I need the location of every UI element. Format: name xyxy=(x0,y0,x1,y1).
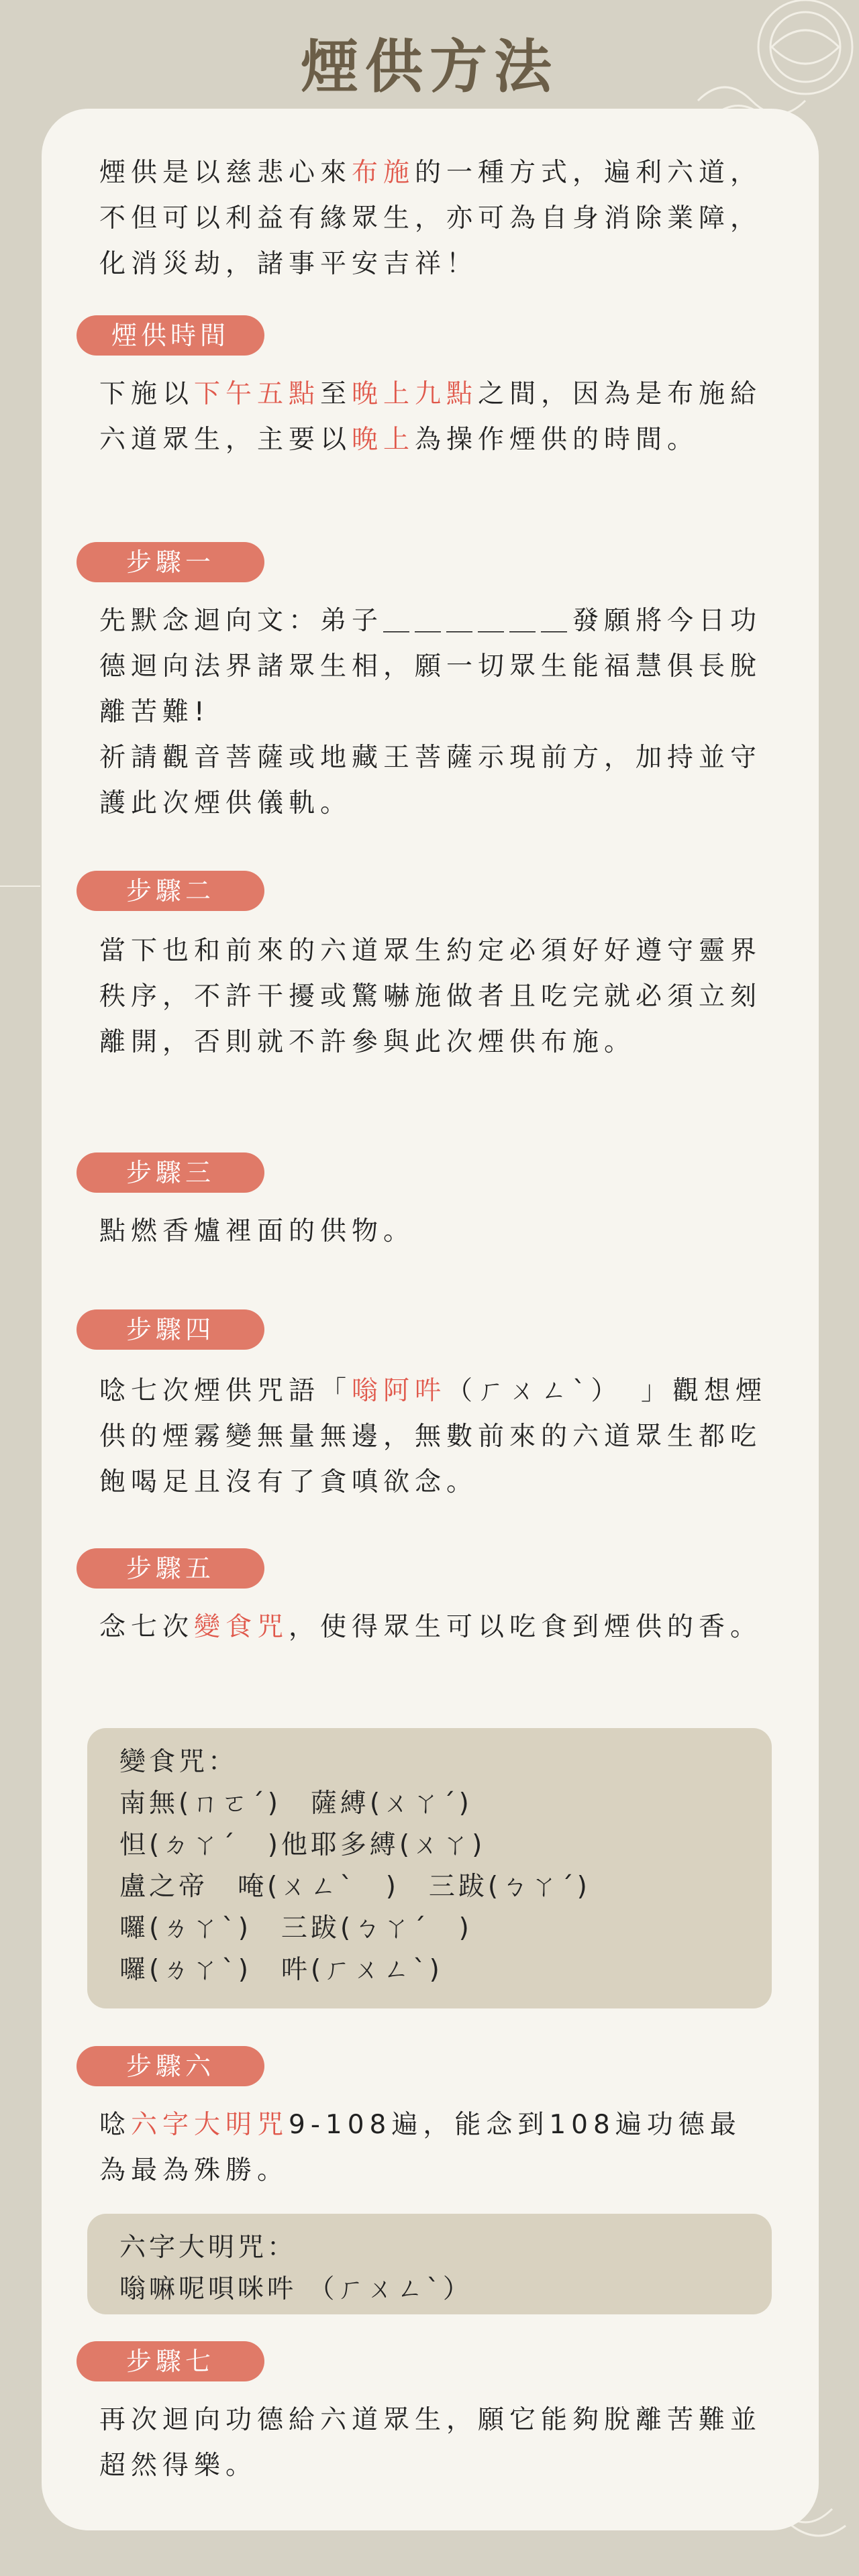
content-card xyxy=(42,109,819,2530)
mantra-title: 六字大明咒： xyxy=(119,2233,297,2263)
step1-text: 祈請觀音菩薩或地藏王菩薩示現前方，加持並守護此次煙供儀軌。 xyxy=(99,743,762,818)
badge-step7: 步驟七 xyxy=(77,2341,264,2381)
step3-text: 點燃香爐裡面的供物。 xyxy=(99,1216,415,1246)
page-title: 煙供方法 xyxy=(301,33,558,101)
badge-step2: 步驟二 xyxy=(77,871,264,911)
intro-highlight: 布施 xyxy=(352,158,415,188)
time-highlight: 晚上 xyxy=(352,425,415,455)
time-highlight: 晚上九點 xyxy=(352,379,478,409)
badge-step1: 步驟一 xyxy=(77,542,264,582)
section-step1-text xyxy=(99,598,770,826)
step6-highlight: 六字大明咒 xyxy=(131,2110,289,2140)
mantra-box-bianshi xyxy=(87,1728,772,2008)
step5-text: ，使得眾生可以吃食到煙供的香。 xyxy=(289,1612,762,1642)
section-time-text xyxy=(99,372,770,463)
time-text: 至 xyxy=(320,379,352,409)
step2-text: 當下也和前來的六道眾生約定必須好好遵守靈界秩序，不許干擾或驚嚇施做者且吃完就必須立刻離開，否則就不許參與此次煙供布施。 xyxy=(99,936,762,1057)
intro-text: 的一種方式，遍利六道，不但可以利益有緣眾生，亦可為自身消除業障，化消災劫，諸事平安吉祥！ xyxy=(99,158,762,279)
mantra-line: 嗡嘛呢唄咪吽 （ㄏㄨㄥˋ） xyxy=(119,2274,472,2304)
section-step4-text xyxy=(99,1368,770,1505)
intro-paragraph xyxy=(99,150,770,287)
mantra-line: 盧之帝 唵(ㄨㄥˋ ) 三跋(ㄅㄚˊ) xyxy=(119,1872,591,1902)
step4-text: （ㄏㄨㄥˋ） 」觀想煙供的煙霧變無量無邊，無數前來的六道眾生都吃飽喝足且沒有了貪嗔欲念。 xyxy=(99,1376,768,1497)
mantra-line: 囉(ㄌㄚˋ) 吽(ㄏㄨㄥˋ) xyxy=(119,1955,443,1985)
mantra-line: 南無(ㄇㄛˊ) 薩縛(ㄨㄚˊ) xyxy=(119,1788,472,1819)
time-highlight: 下午五點 xyxy=(194,379,321,409)
badge-time: 煙供時間 xyxy=(77,315,264,356)
mantra-box-sixsyllable xyxy=(87,2214,772,2314)
badge-step4: 步驟四 xyxy=(77,1309,264,1350)
mantra-title: 變食咒： xyxy=(119,1747,238,1777)
badge-step6: 步驟六 xyxy=(77,2046,264,2086)
section-step7-text xyxy=(99,2398,770,2489)
step4-highlight: 嗡阿吽 xyxy=(352,1376,447,1406)
section-step6-text xyxy=(99,2102,770,2194)
time-text: 為操作煙供的時間。 xyxy=(415,425,699,455)
intro-text: 煙供是以慈悲心來 xyxy=(99,158,352,188)
mantra-line: 囉(ㄌㄚˋ) 三跋(ㄅㄚˊ ) xyxy=(119,1913,472,1943)
badge-step5: 步驟五 xyxy=(77,1548,264,1589)
step5-text: 念七次 xyxy=(99,1612,195,1642)
step6-text: 唸 xyxy=(99,2110,132,2140)
step4-text: 唸七次煙供咒語「 xyxy=(99,1376,352,1406)
time-text: 下施以 xyxy=(99,379,195,409)
step1-text: 先默念迴向文：弟子＿＿＿＿＿＿發願將今日功德迴向法界諸眾生相，願一切眾生能福慧俱長脫離苦難! xyxy=(99,606,762,727)
step5-highlight: 變食咒 xyxy=(194,1612,289,1642)
side-divider xyxy=(0,885,40,887)
section-step2-text xyxy=(99,928,770,1065)
step6-text: 9-108遍，能念到108遍功德最為最為殊勝。 xyxy=(99,2110,742,2186)
mantra-line: 怛(ㄉㄚˊ )他耶多縛(ㄨㄚ) xyxy=(119,1830,486,1860)
time-text: 之間，因為是布施給六道眾生，主要以 xyxy=(99,379,762,455)
step7-text: 再次迴向功德給六道眾生，願它能夠脫離苦難並超然得樂。 xyxy=(99,2405,762,2481)
badge-step3: 步驟三 xyxy=(77,1152,264,1193)
section-step3-text xyxy=(99,1209,770,1254)
section-step5-text xyxy=(99,1605,770,1650)
